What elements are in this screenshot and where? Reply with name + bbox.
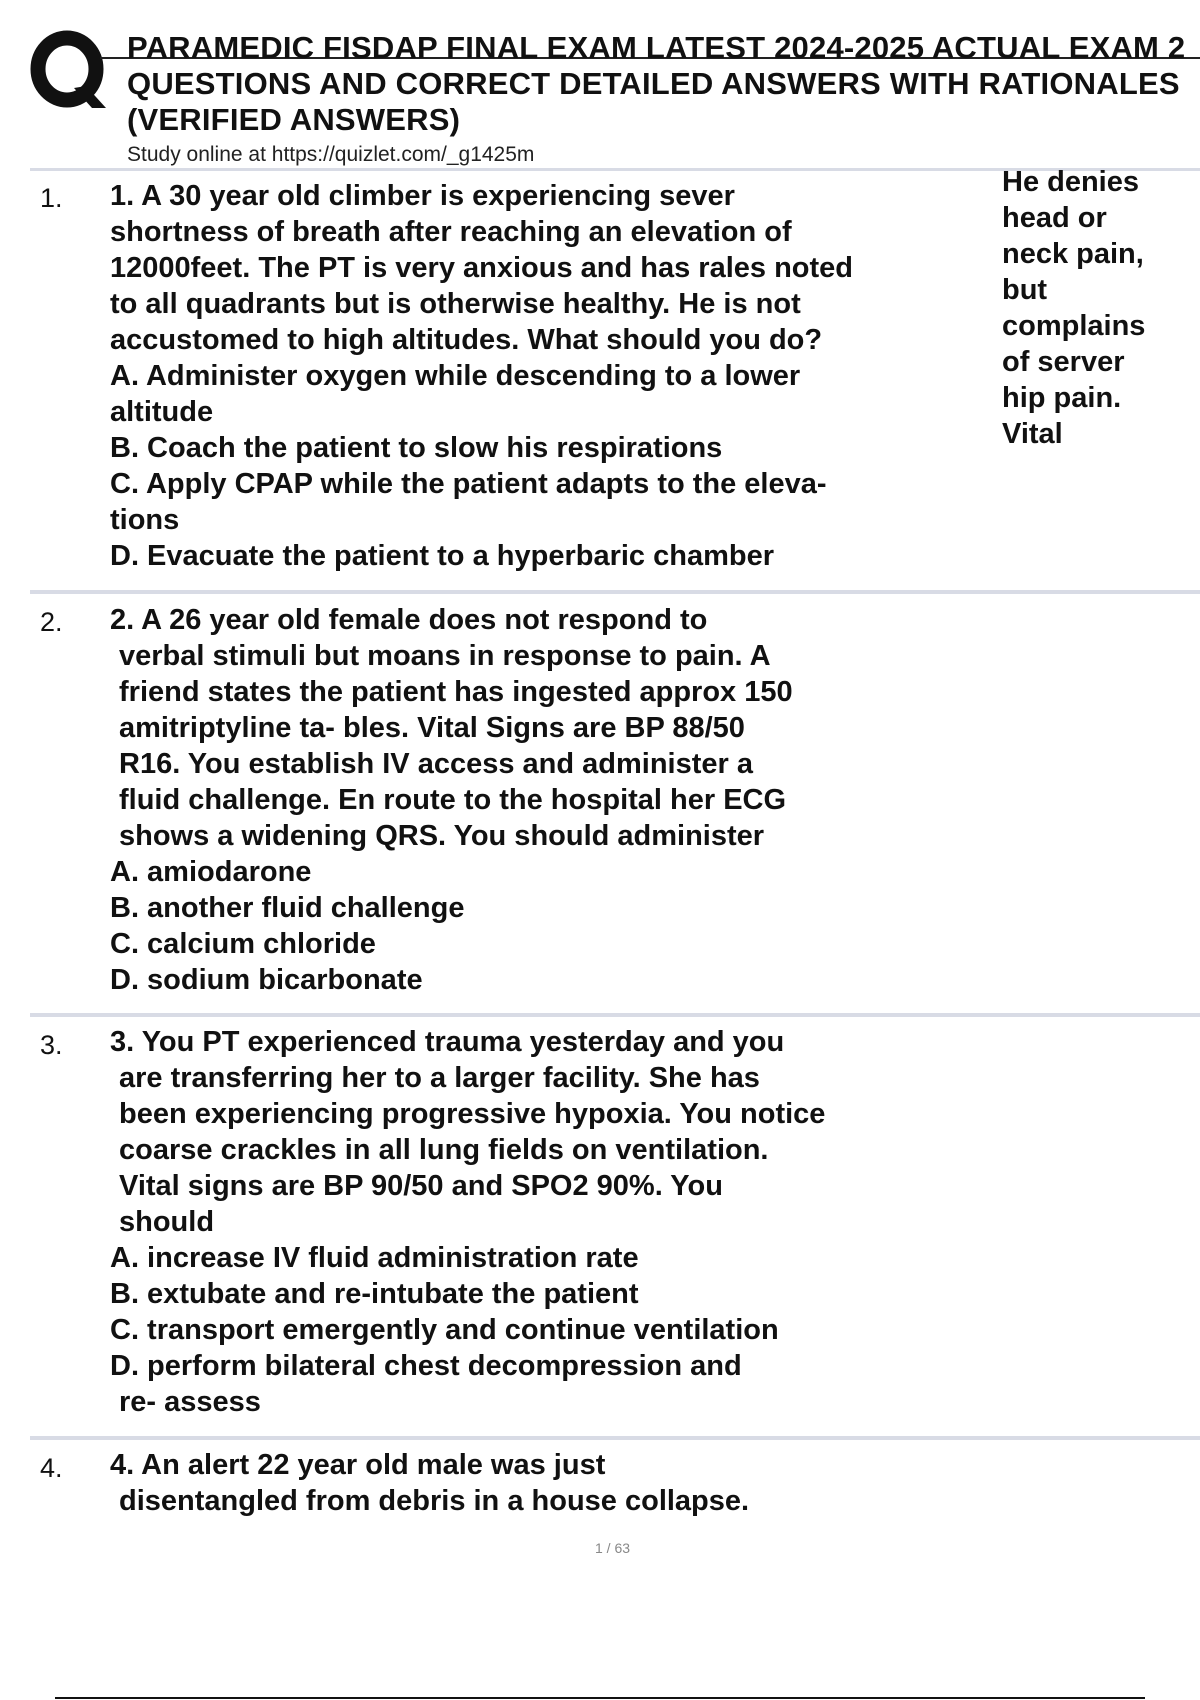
- document-title-line-3: (VERIFIED ANSWERS): [127, 102, 461, 137]
- question-stem-line: accustomed to high altitudes. What should you do?: [110, 324, 823, 356]
- question-1: [110, 178, 853, 574]
- question-stem-line: fluid challenge. En route to the hospital her ECG: [119, 784, 787, 816]
- answer-option: tions: [110, 504, 180, 536]
- answer-line: of server: [1002, 346, 1125, 378]
- bottom-divider: [55, 1697, 1145, 1699]
- document-title-line-2: QUESTIONS AND CORRECT DETAILED ANSWERS WITH RATIONALES: [127, 66, 1180, 101]
- question-stem-line: verbal stimuli but moans in response to pain. A: [119, 640, 771, 672]
- question-number: 2.: [40, 607, 63, 637]
- answer-line: neck pain,: [1002, 238, 1144, 270]
- document-header: [127, 30, 1200, 168]
- answer-line: He denies: [1002, 166, 1139, 198]
- answer-option: B. Coach the patient to slow his respirations: [110, 432, 723, 464]
- answer-line: head or: [1002, 202, 1107, 234]
- answer-option: C. Apply CPAP while the patient adapts to the eleva-: [110, 468, 827, 500]
- question-4: [110, 1447, 749, 1519]
- question-stem-line: 12000feet. The PT is very anxious and has rales noted: [110, 252, 854, 284]
- answer-option: C. transport emergently and continue ventilation: [110, 1314, 779, 1346]
- answer-option: re- assess: [119, 1386, 261, 1418]
- question-stem-line: shortness of breath after reaching an elevation of: [110, 216, 792, 248]
- answer-option: A. amiodarone: [110, 856, 312, 888]
- question-3: [110, 1024, 825, 1420]
- question-stem-line: 3. You PT experienced trauma yesterday and you: [110, 1026, 785, 1058]
- question-stem-line: shows a widening QRS. You should administer: [119, 820, 765, 852]
- answer-option: C. calcium chloride: [110, 928, 376, 960]
- question-stem-line: 1. A 30 year old climber is experiencing sever: [110, 180, 735, 212]
- question-stem-line: 2. A 26 year old female does not respond to: [110, 604, 708, 636]
- question-stem-line: 4. An alert 22 year old male was just: [110, 1449, 606, 1481]
- row-divider: [30, 590, 1200, 594]
- answer-line: Vital: [1002, 418, 1063, 450]
- answer-line: complains: [1002, 310, 1146, 342]
- question-stem-line: friend states the patient has ingested approx 150: [119, 676, 793, 708]
- answer-option: A. increase IV fluid administration rate: [110, 1242, 639, 1274]
- answer-option: D. Evacuate the patient to a hyperbaric chamber: [110, 540, 774, 572]
- row-divider: [30, 1013, 1200, 1017]
- answer-option: altitude: [110, 396, 214, 428]
- question-stem-line: been experiencing progressive hypoxia. You notice: [119, 1098, 826, 1130]
- answer-option: B. extubate and re-intubate the patient: [110, 1278, 639, 1310]
- answer-line: but: [1002, 274, 1048, 306]
- question-stem-line: disentangled from debris in a house collapse.: [119, 1485, 750, 1517]
- answer-column: [1002, 164, 1192, 452]
- study-online-link[interactable]: Study online at https://quizlet.com/_g1425m: [127, 143, 535, 166]
- document-title-line-1: PARAMEDIC FISDAP FINAL EXAM LATEST 2024-2025 ACTUAL EXAM 2: [127, 30, 1186, 65]
- answer-line: hip pain.: [1002, 382, 1122, 414]
- question-number: 3.: [40, 1030, 63, 1060]
- question-stem-line: Vital signs are BP 90/50 and SPO2 90%. You: [119, 1170, 723, 1202]
- row-divider: [30, 1436, 1200, 1440]
- answer-option: D. perform bilateral chest decompression and: [110, 1350, 742, 1382]
- question-stem-line: R16. You establish IV access and administer a: [119, 748, 753, 780]
- question-stem-line: to all quadrants but is otherwise healthy. He is not: [110, 288, 801, 320]
- page-number: 1 / 63: [594, 1540, 631, 1556]
- answer-option: A. Administer oxygen while descending to a lower: [110, 360, 801, 392]
- quizlet-q-logo-icon: [30, 30, 108, 112]
- answer-option: B. another fluid challenge: [110, 892, 465, 924]
- question-2: [110, 602, 793, 998]
- question-stem-line: amitriptyline ta- bles. Vital Signs are BP 88/50: [119, 712, 745, 744]
- question-stem-line: are transferring her to a larger facility. She has: [119, 1062, 760, 1094]
- question-stem-line: should: [119, 1206, 215, 1238]
- answer-option: D. sodium bicarbonate: [110, 964, 423, 996]
- question-number: 4.: [40, 1453, 63, 1483]
- question-stem-line: coarse crackles in all lung fields on ventilation.: [119, 1134, 769, 1166]
- question-number: 1.: [40, 183, 63, 213]
